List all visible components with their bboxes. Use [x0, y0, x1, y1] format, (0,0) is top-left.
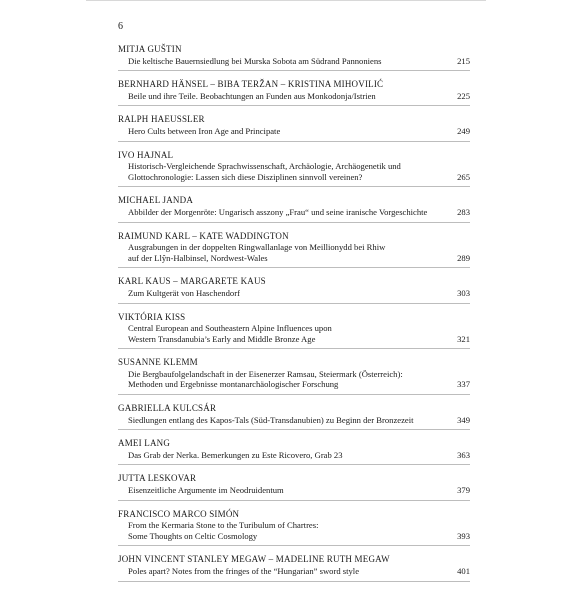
toc-title-line: Some Thoughts on Celtic Cosmology	[128, 530, 258, 541]
toc-title-line: Glottochronologie: Lassen sich diese Disziplinen sinnvoll vereinen?	[128, 171, 363, 182]
toc-entry	[118, 114, 470, 141]
toc-title-line: Beile und ihre Teile. Beobachtungen an Funden aus Monkodonja/Istrien	[128, 90, 376, 101]
toc-title	[128, 323, 440, 344]
toc-title-row	[118, 485, 470, 496]
toc-title-row	[118, 450, 470, 461]
toc-author: MICHAEL JANDA	[118, 195, 194, 206]
toc-title-line: Hero Cults between Iron Age and Principate	[128, 125, 281, 136]
toc-title	[128, 288, 440, 299]
toc-title-line: Das Grab der Nerka. Bemerkungen zu Este Ricovero, Grab 23	[128, 449, 343, 460]
toc-title-row	[118, 56, 470, 67]
toc-title-row	[118, 242, 470, 263]
toc-page-ref: 215	[457, 55, 470, 66]
document-page	[86, 0, 486, 576]
toc-page-ref: 289	[457, 252, 470, 263]
toc-title-row	[118, 520, 470, 541]
toc-title	[128, 566, 440, 577]
toc-title	[128, 415, 440, 426]
toc-title-row	[118, 126, 470, 137]
toc-title-row	[118, 91, 470, 102]
toc-title-line: Siedlungen entlang des Kapos-Tals (Süd-Transdanubien) zu Beginn der Bronzezeit	[128, 414, 414, 425]
toc-title-line: Die keltische Bauernsiedlung bei Murska Sobota am Südrand Pannoniens	[128, 55, 382, 66]
toc-title-line: Die Bergbaufolgelandschaft in der Eisenerzer Ramsau, Steiermark (Österreich):	[128, 368, 403, 379]
toc-page-ref: 321	[457, 333, 470, 344]
toc-author: VIKTÓRIA KISS	[118, 311, 186, 322]
toc-title	[128, 242, 440, 263]
toc-title	[128, 91, 440, 102]
toc-entry	[118, 473, 470, 500]
toc-title	[128, 485, 440, 496]
toc-title	[128, 207, 440, 218]
toc-title	[128, 369, 440, 390]
toc-title-row	[118, 323, 470, 344]
table-of-contents	[118, 44, 470, 590]
toc-entry	[118, 438, 470, 465]
toc-title-line: Eisenzeitliche Argumente im Neodruidentum	[128, 485, 284, 496]
toc-page-ref: 337	[457, 379, 470, 390]
toc-page-ref: 349	[457, 414, 470, 425]
toc-author: FRANCISCO MARCO SIMÓN	[118, 508, 240, 519]
toc-entry	[118, 509, 470, 547]
toc-title-line: Abbilder der Morgenröte: Ungarisch asszony „Frau“ und seine iranische Vorgeschichte	[128, 206, 428, 217]
toc-author: JUTTA LESKOVAR	[118, 473, 197, 484]
toc-title	[128, 450, 440, 461]
toc-title-row	[118, 161, 470, 182]
toc-author: RALPH HAEUSSLER	[118, 114, 205, 125]
toc-page-ref: 265	[457, 171, 470, 182]
toc-title-line: Central European and Southeastern Alpine Influences upon	[128, 323, 332, 334]
toc-title-line: auf der Llŷn-Halbinsel, Nordwest-Wales	[128, 252, 268, 263]
toc-author: BERNHARD HÄNSEL – BIBA TERŽAN – KRISTINA MIHOVILIĆ	[118, 79, 384, 90]
toc-page-ref: 393	[457, 530, 470, 541]
toc-page-ref: 249	[457, 125, 470, 136]
toc-title-row	[118, 415, 470, 426]
toc-entry	[118, 554, 470, 581]
toc-page-ref: 401	[457, 566, 470, 576]
toc-author: SUSANNE KLEMM	[118, 357, 198, 368]
toc-entry	[118, 276, 470, 303]
toc-title-line: Western Transdanubia’s Early and Middle Bronze Age	[128, 333, 316, 344]
toc-page-ref: 225	[457, 90, 470, 101]
toc-author: JOHN VINCENT STANLEY MEGAW – MADELINE RUTH MEGAW	[118, 554, 390, 565]
toc-page-ref: 363	[457, 449, 470, 460]
toc-author: KARL KAUS – MARGARETE KAUS	[118, 276, 266, 287]
toc-title-line: Ausgrabungen in der doppelten Ringwallanlage von Meillionydd bei Rhiw	[128, 242, 386, 253]
page-number: 6	[118, 21, 123, 32]
toc-author: MITJA GUŠTIN	[118, 44, 182, 54]
toc-title-row	[118, 566, 470, 577]
toc-title	[128, 161, 440, 182]
toc-page-ref: 303	[457, 287, 470, 298]
toc-author: RAIMUND KARL – KATE WADDINGTON	[118, 230, 289, 241]
toc-page-ref: 379	[457, 485, 470, 496]
toc-author: IVO HAJNAL	[118, 149, 174, 160]
toc-entry	[118, 44, 470, 71]
toc-title-row	[118, 369, 470, 390]
top-divider	[86, 0, 486, 1]
toc-entry	[118, 150, 470, 188]
toc-title-row	[118, 288, 470, 299]
toc-entry	[118, 403, 470, 430]
toc-title-line: Historisch-Vergleichende Sprachwissenschaft, Archäologie, Archäogenetik und	[128, 161, 401, 172]
toc-page-ref: 283	[457, 206, 470, 217]
toc-title-line: Methoden und Ergebnisse montanarchäologischer Forschung	[128, 379, 339, 390]
toc-entry	[118, 195, 470, 222]
toc-author: AMEI LANG	[118, 438, 171, 449]
toc-title	[128, 56, 440, 67]
toc-entry	[118, 79, 470, 106]
toc-title	[128, 126, 440, 137]
toc-author: GABRIELLA KULCSÁR	[118, 403, 217, 414]
toc-entry	[118, 312, 470, 350]
toc-title-line: From the Kermaria Stone to the Turibulum of Chartres:	[128, 520, 319, 531]
toc-entry	[118, 357, 470, 395]
toc-title-row	[118, 207, 470, 218]
toc-title	[128, 520, 440, 541]
toc-entry	[118, 231, 470, 269]
toc-title-line: Zum Kultgerät von Haschendorf	[128, 287, 240, 298]
toc-title-line: Poles apart? Notes from the fringes of the “Hungarian” sword style	[128, 566, 360, 576]
